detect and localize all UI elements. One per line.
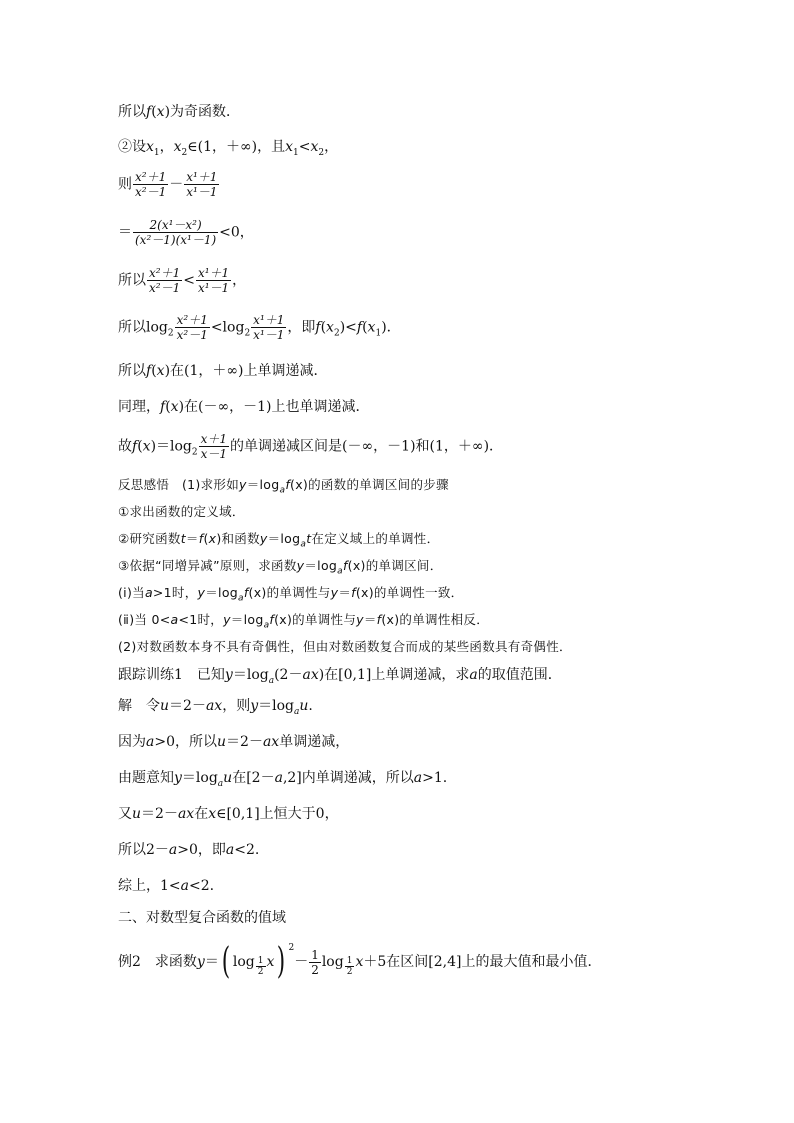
solution-line-4: 又u＝2－ax在x∈[0,1]上恒大于0，	[118, 806, 339, 822]
fraction: $\frac{\text{x²＋1}}{\text{x²－1}}$	[176, 313, 208, 342]
line-inequality: 所以 $\frac{\text{x²＋1}}{\text{x²－1}}$ < $\frac{\text{x¹＋1}}{\text{x¹－1}}$ ，	[118, 266, 247, 295]
line-simplified: ＝ $\frac{\text{2(x¹－x²)}}{\text{(x²－1)(x¹－1)}}$ <0，	[118, 218, 254, 247]
section-heading: 二、对数型复合函数的值域	[118, 910, 286, 926]
line-odd-function: 所以f(x)为奇函数．	[118, 104, 241, 120]
example-2: 例2 求函数y＝( log $\frac{1}{2}$ x) $^2$－ $\frac{1}{2}$ log $\frac{1}{2}$ x＋5在区间[2,4]上的最大值和最小值．	[118, 941, 602, 982]
reflection-heading: 反思感悟 (1)求形如$y=\log_af(x)$的函数的单调区间的步骤	[118, 477, 449, 496]
line-log-inequality: 所以$\log_2$ $\frac{\text{x²＋1}}{\text{x²－1}}$ $<\log_2$ $\frac{\text{x¹＋1}}{\text{x¹－1}}$ ，即$f(x_2)<f(x_1)$．	[118, 313, 401, 342]
fraction: $\frac{\text{x¹＋1}}{\text{x¹－1}}$	[253, 313, 285, 342]
reflection-case-2: (ⅱ)当 0<a<1时，$y=\log_af(x)$的单调性与y＝f(x)的单调性相反．	[118, 612, 490, 631]
fraction: $\frac{\text{x²＋1}}{\text{x²－1}}$	[149, 266, 181, 295]
fraction: $\frac{\text{x¹＋1}}{\text{x¹－1}}$	[186, 170, 218, 199]
reflection-step-1: ①求出函数的定义域．	[118, 504, 245, 519]
reflection-step-2: ②研究函数t＝f(x)和函数$y=\log_at$在定义域上的单调性．	[118, 531, 440, 550]
line-conclusion: 故$f(x)=\log_2$ $\frac{x+1}{x-1}$ 的单调递减区间是(－∞，－1)和(1，＋∞)．	[118, 432, 504, 461]
reflection-step-3: ③依据“同增异减”原则，求函数$y=\log_af(x)$的单调区间．	[118, 558, 443, 577]
solution-summary: 综上，1<a<2.	[118, 878, 215, 894]
solution-line-1: 解 令u＝2－ax，则$y=\log_au$.	[118, 698, 313, 717]
solution-line-5: 所以2－a>0，即a<2.	[118, 842, 260, 858]
reflection-note: (2)对数函数本身不具有奇偶性，但由对数函数复合而成的某些函数具有奇偶性．	[118, 639, 572, 654]
reflection-case-1: (ⅰ)当a>1时，$y=\log_af(x)$的单调性与y＝f(x)的单调性一致．	[118, 585, 464, 604]
solution-line-2: 因为a>0，所以u＝2－ax单调递减，	[118, 734, 350, 750]
fraction: $\frac{\text{2(x¹－x²)}}{\text{(x²－1)(x¹－1)}}$	[135, 218, 217, 247]
line-difference: 则 $\frac{\text{x²＋1}}{\text{x²－1}}$ － $\frac{\text{x¹＋1}}{\text{x¹－1}}$	[118, 170, 218, 199]
fraction: $\frac{x+1}{x-1}$	[200, 432, 228, 461]
solution-line-3: 由题意知$y=\log_au$在[2－a,2]内单调递减，所以a>1.	[118, 770, 448, 789]
fraction: $\frac{\text{x²＋1}}{\text{x²－1}}$	[135, 170, 167, 199]
line-decreasing-right: 所以f(x)在(1，＋∞)上单调递减．	[118, 363, 328, 379]
line-decreasing-left: 同理，f(x)在(－∞，－1)上也单调递减．	[118, 399, 370, 415]
line-assume: ②设$x_1$，$x_2\in(1$，＋∞)，且$x_1<x_2$，	[118, 139, 339, 158]
fraction: $\frac{\text{x¹＋1}}{\text{x¹－1}}$	[197, 266, 230, 295]
exercise-heading: 跟踪训练1 已知$y=\log_a(2-ax)$在[0,1]上单调递减，求a的取值范围．	[118, 667, 562, 686]
